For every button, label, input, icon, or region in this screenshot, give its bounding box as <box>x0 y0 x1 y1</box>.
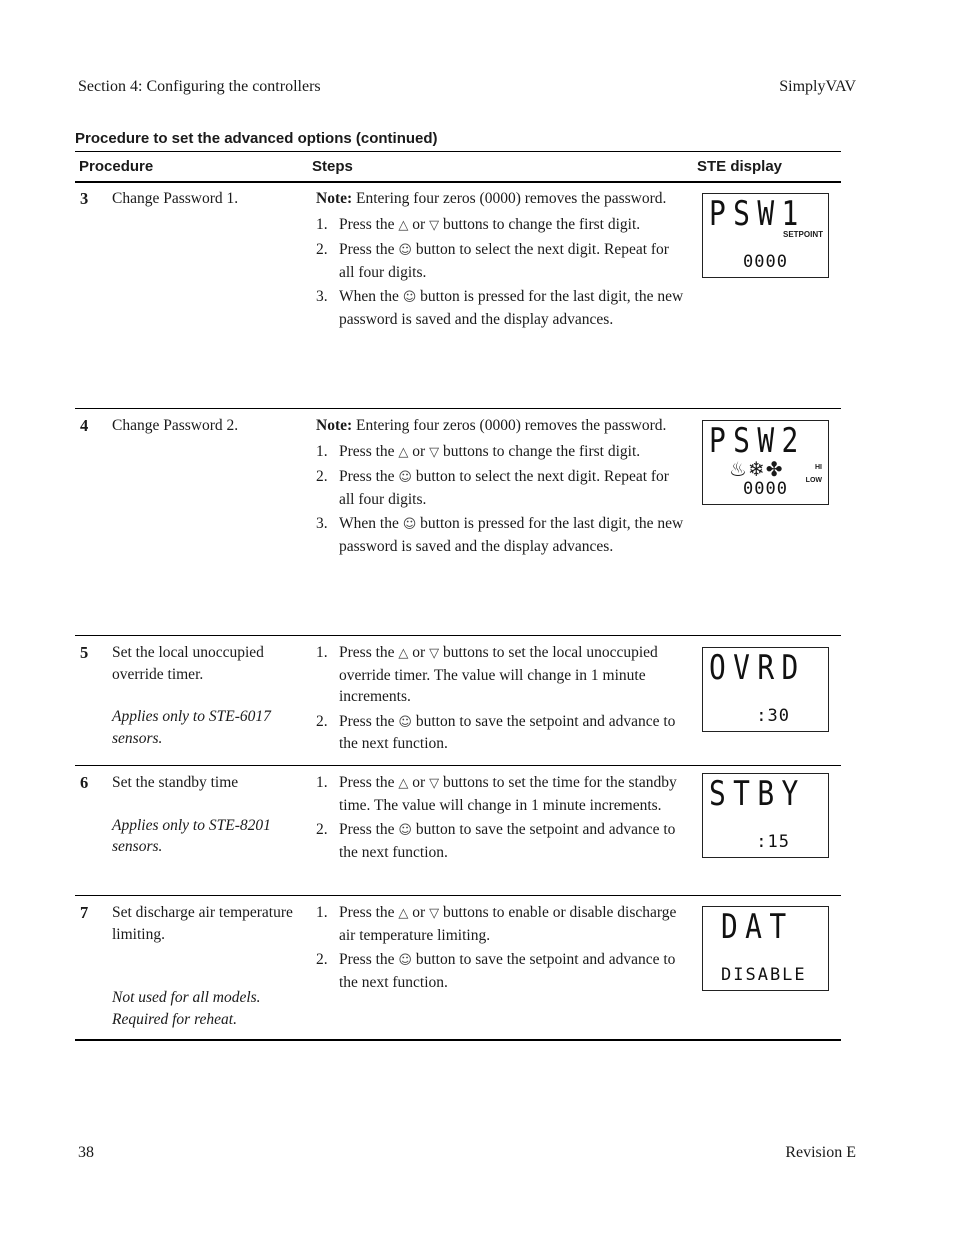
applicability-note: Applies only to STE-8201 sensors. <box>112 816 271 855</box>
steps-list <box>316 214 686 331</box>
hi-label: HI <box>815 464 822 471</box>
up-arrow-icon: △ <box>398 646 409 661</box>
down-arrow-icon: ▽ <box>429 217 440 233</box>
ste-display-image <box>702 647 829 732</box>
step-text: buttons to change the first digit. <box>439 215 641 233</box>
step-text: or <box>408 215 430 233</box>
up-arrow-icon: △ <box>398 217 409 233</box>
applicability-note: Applies only to STE-6017 sensors. <box>112 708 271 747</box>
lcd-main-text: STBY <box>709 774 806 814</box>
step-text: Press the <box>339 468 399 485</box>
list-number: 1. <box>316 904 328 921</box>
steps-cell <box>316 188 686 333</box>
list-item <box>316 819 686 863</box>
note <box>316 415 686 437</box>
step-number: 3 <box>80 189 89 208</box>
procedure-text: Set discharge air temperature limiting. <box>112 904 293 943</box>
page-number: 38 <box>78 1144 94 1161</box>
step-text: button to save the setpoint and advance to the next function. <box>339 712 676 752</box>
list-number: 1. <box>316 442 328 460</box>
lcd-main-text: PSW2 <box>709 421 806 461</box>
step-text: Press the <box>339 904 399 921</box>
fan-speed-labels <box>806 461 822 487</box>
note-text: Entering four zeros (0000) removes the password. <box>352 417 667 434</box>
low-label: LOW <box>805 477 822 484</box>
occupancy-button-icon: ☺ <box>402 290 417 305</box>
list-number: 1. <box>316 215 328 233</box>
lcd-value: 0000 <box>743 479 788 499</box>
step-text: buttons to change the first digit. <box>439 442 641 460</box>
lcd-value: 0000 <box>743 252 788 272</box>
ste-display-image <box>702 906 829 991</box>
list-number: 3. <box>316 515 328 532</box>
step-text: or <box>408 442 430 460</box>
step-text: buttons to enable or disable discharge air temperature limiting. <box>339 904 677 944</box>
table-row <box>75 636 841 766</box>
revision-label: Revision E <box>785 1144 856 1161</box>
step-text: Press the <box>339 215 399 233</box>
list-item <box>316 441 686 464</box>
procedure-description <box>112 642 307 749</box>
step-text: or <box>408 904 430 921</box>
step-text: button is pressed for the last digit, the new password is saved and the display advances. <box>339 288 684 328</box>
column-header-steps: Steps <box>312 158 353 175</box>
step-text: Press the <box>339 442 399 460</box>
step-number: 4 <box>80 416 89 435</box>
list-item <box>316 642 686 708</box>
list-number: 2. <box>316 241 328 258</box>
step-text: button to select the next digit. Repeat for all four digits. <box>339 241 669 281</box>
procedure-description <box>112 772 307 858</box>
lcd-setpoint-label: SETPOINT <box>782 230 823 239</box>
occupancy-button-icon: ☺ <box>398 823 412 838</box>
procedure-description <box>112 415 307 437</box>
steps-list <box>316 772 686 863</box>
step-text: or <box>408 774 430 791</box>
step-text: Press the <box>339 821 399 838</box>
list-item <box>316 466 686 510</box>
note <box>316 188 686 210</box>
table-header <box>75 151 841 183</box>
list-number: 2. <box>316 468 328 485</box>
list-number: 2. <box>316 951 328 968</box>
list-number: 2. <box>316 821 328 838</box>
step-text: button to save the setpoint and advance to the next function. <box>339 951 676 991</box>
step-number: 7 <box>80 903 89 922</box>
list-item <box>316 902 686 946</box>
up-arrow-icon: △ <box>398 776 409 791</box>
table-row <box>75 766 841 896</box>
applicability-note: Not used for all models. Required for reheat. <box>112 989 261 1028</box>
column-header-procedure: Procedure <box>79 158 154 175</box>
note-label: Note: <box>316 190 353 207</box>
list-number: 1. <box>316 774 328 791</box>
step-text: When the <box>339 515 403 532</box>
running-header-product: SimplyVAV <box>779 78 856 95</box>
running-header-section: Section 4: Configuring the controllers <box>78 78 321 95</box>
list-item <box>316 239 686 283</box>
step-text: Press the <box>339 774 399 791</box>
table-caption: Procedure to set the advanced options (continued) <box>75 130 438 147</box>
steps-cell <box>316 642 686 758</box>
list-number: 1. <box>316 644 328 661</box>
step-text: button to save the setpoint and advance to the next function. <box>339 821 676 861</box>
step-number: 6 <box>80 773 89 792</box>
procedure-text: Set the standby time <box>112 774 239 791</box>
down-arrow-icon: ▽ <box>429 646 440 661</box>
list-item <box>316 214 686 237</box>
procedure-description <box>112 902 307 1030</box>
steps-cell <box>316 415 686 560</box>
up-arrow-icon: △ <box>398 444 409 460</box>
step-number: 5 <box>80 643 89 662</box>
ste-display-image <box>702 773 829 858</box>
step-text: Press the <box>339 712 399 730</box>
steps-list <box>316 902 686 993</box>
heat-cool-fan-icon: ♨❄✤ <box>729 457 784 481</box>
step-text: button to select the next digit. Repeat for all four digits. <box>339 468 669 508</box>
procedure-description <box>112 188 307 210</box>
step-text: button is pressed for the last digit, the new password is saved and the display advances. <box>339 515 684 555</box>
occupancy-button-icon: ☺ <box>398 470 412 485</box>
procedure-text: Change Password 2. <box>112 417 239 434</box>
ste-display-image <box>702 193 829 278</box>
ste-display-image <box>702 420 829 505</box>
table-row <box>75 409 841 636</box>
lcd-value: DISABLE <box>721 965 807 985</box>
table-row <box>75 896 841 1041</box>
lcd-value: :15 <box>756 832 790 852</box>
step-text: buttons to set the local unoccupied override timer. The value will change in 1 minute increments. <box>339 644 658 705</box>
list-item <box>316 711 686 755</box>
down-arrow-icon: ▽ <box>429 776 440 791</box>
note-text: Entering four zeros (0000) removes the password. <box>352 190 667 207</box>
step-text: When the <box>339 288 403 305</box>
lcd-value: :30 <box>756 706 790 726</box>
step-text: Press the <box>339 644 399 661</box>
list-number: 2. <box>316 712 328 730</box>
up-arrow-icon: △ <box>398 906 409 921</box>
list-item <box>316 286 686 330</box>
down-arrow-icon: ▽ <box>429 906 440 921</box>
procedure-text: Set the local unoccupied override timer. <box>112 644 264 683</box>
list-item <box>316 949 686 993</box>
list-item <box>316 772 686 816</box>
list-item <box>316 513 686 557</box>
procedure-text: Change Password 1. <box>112 190 239 207</box>
table-row <box>75 182 841 409</box>
steps-list <box>316 642 686 755</box>
step-text: buttons to set the time for the standby time. The value will change in 1 minute increments. <box>339 774 677 814</box>
steps-cell <box>316 772 686 866</box>
steps-list <box>316 441 686 558</box>
down-arrow-icon: ▽ <box>429 444 440 460</box>
step-text: Press the <box>339 241 399 258</box>
lcd-main-text: OVRD <box>709 648 806 688</box>
list-number: 3. <box>316 288 328 305</box>
occupancy-button-icon: ☺ <box>398 953 412 968</box>
lcd-main-text: DAT <box>721 907 794 947</box>
note-label: Note: <box>316 417 353 434</box>
steps-cell <box>316 902 686 996</box>
step-text: or <box>408 644 430 661</box>
occupancy-button-icon: ☺ <box>402 517 417 532</box>
step-text: Press the <box>339 951 399 968</box>
column-header-ste-display: STE display <box>697 158 783 175</box>
occupancy-button-icon: ☺ <box>398 714 412 730</box>
lcd-main-text: PSW1 <box>709 194 806 234</box>
occupancy-button-icon: ☺ <box>398 243 412 258</box>
